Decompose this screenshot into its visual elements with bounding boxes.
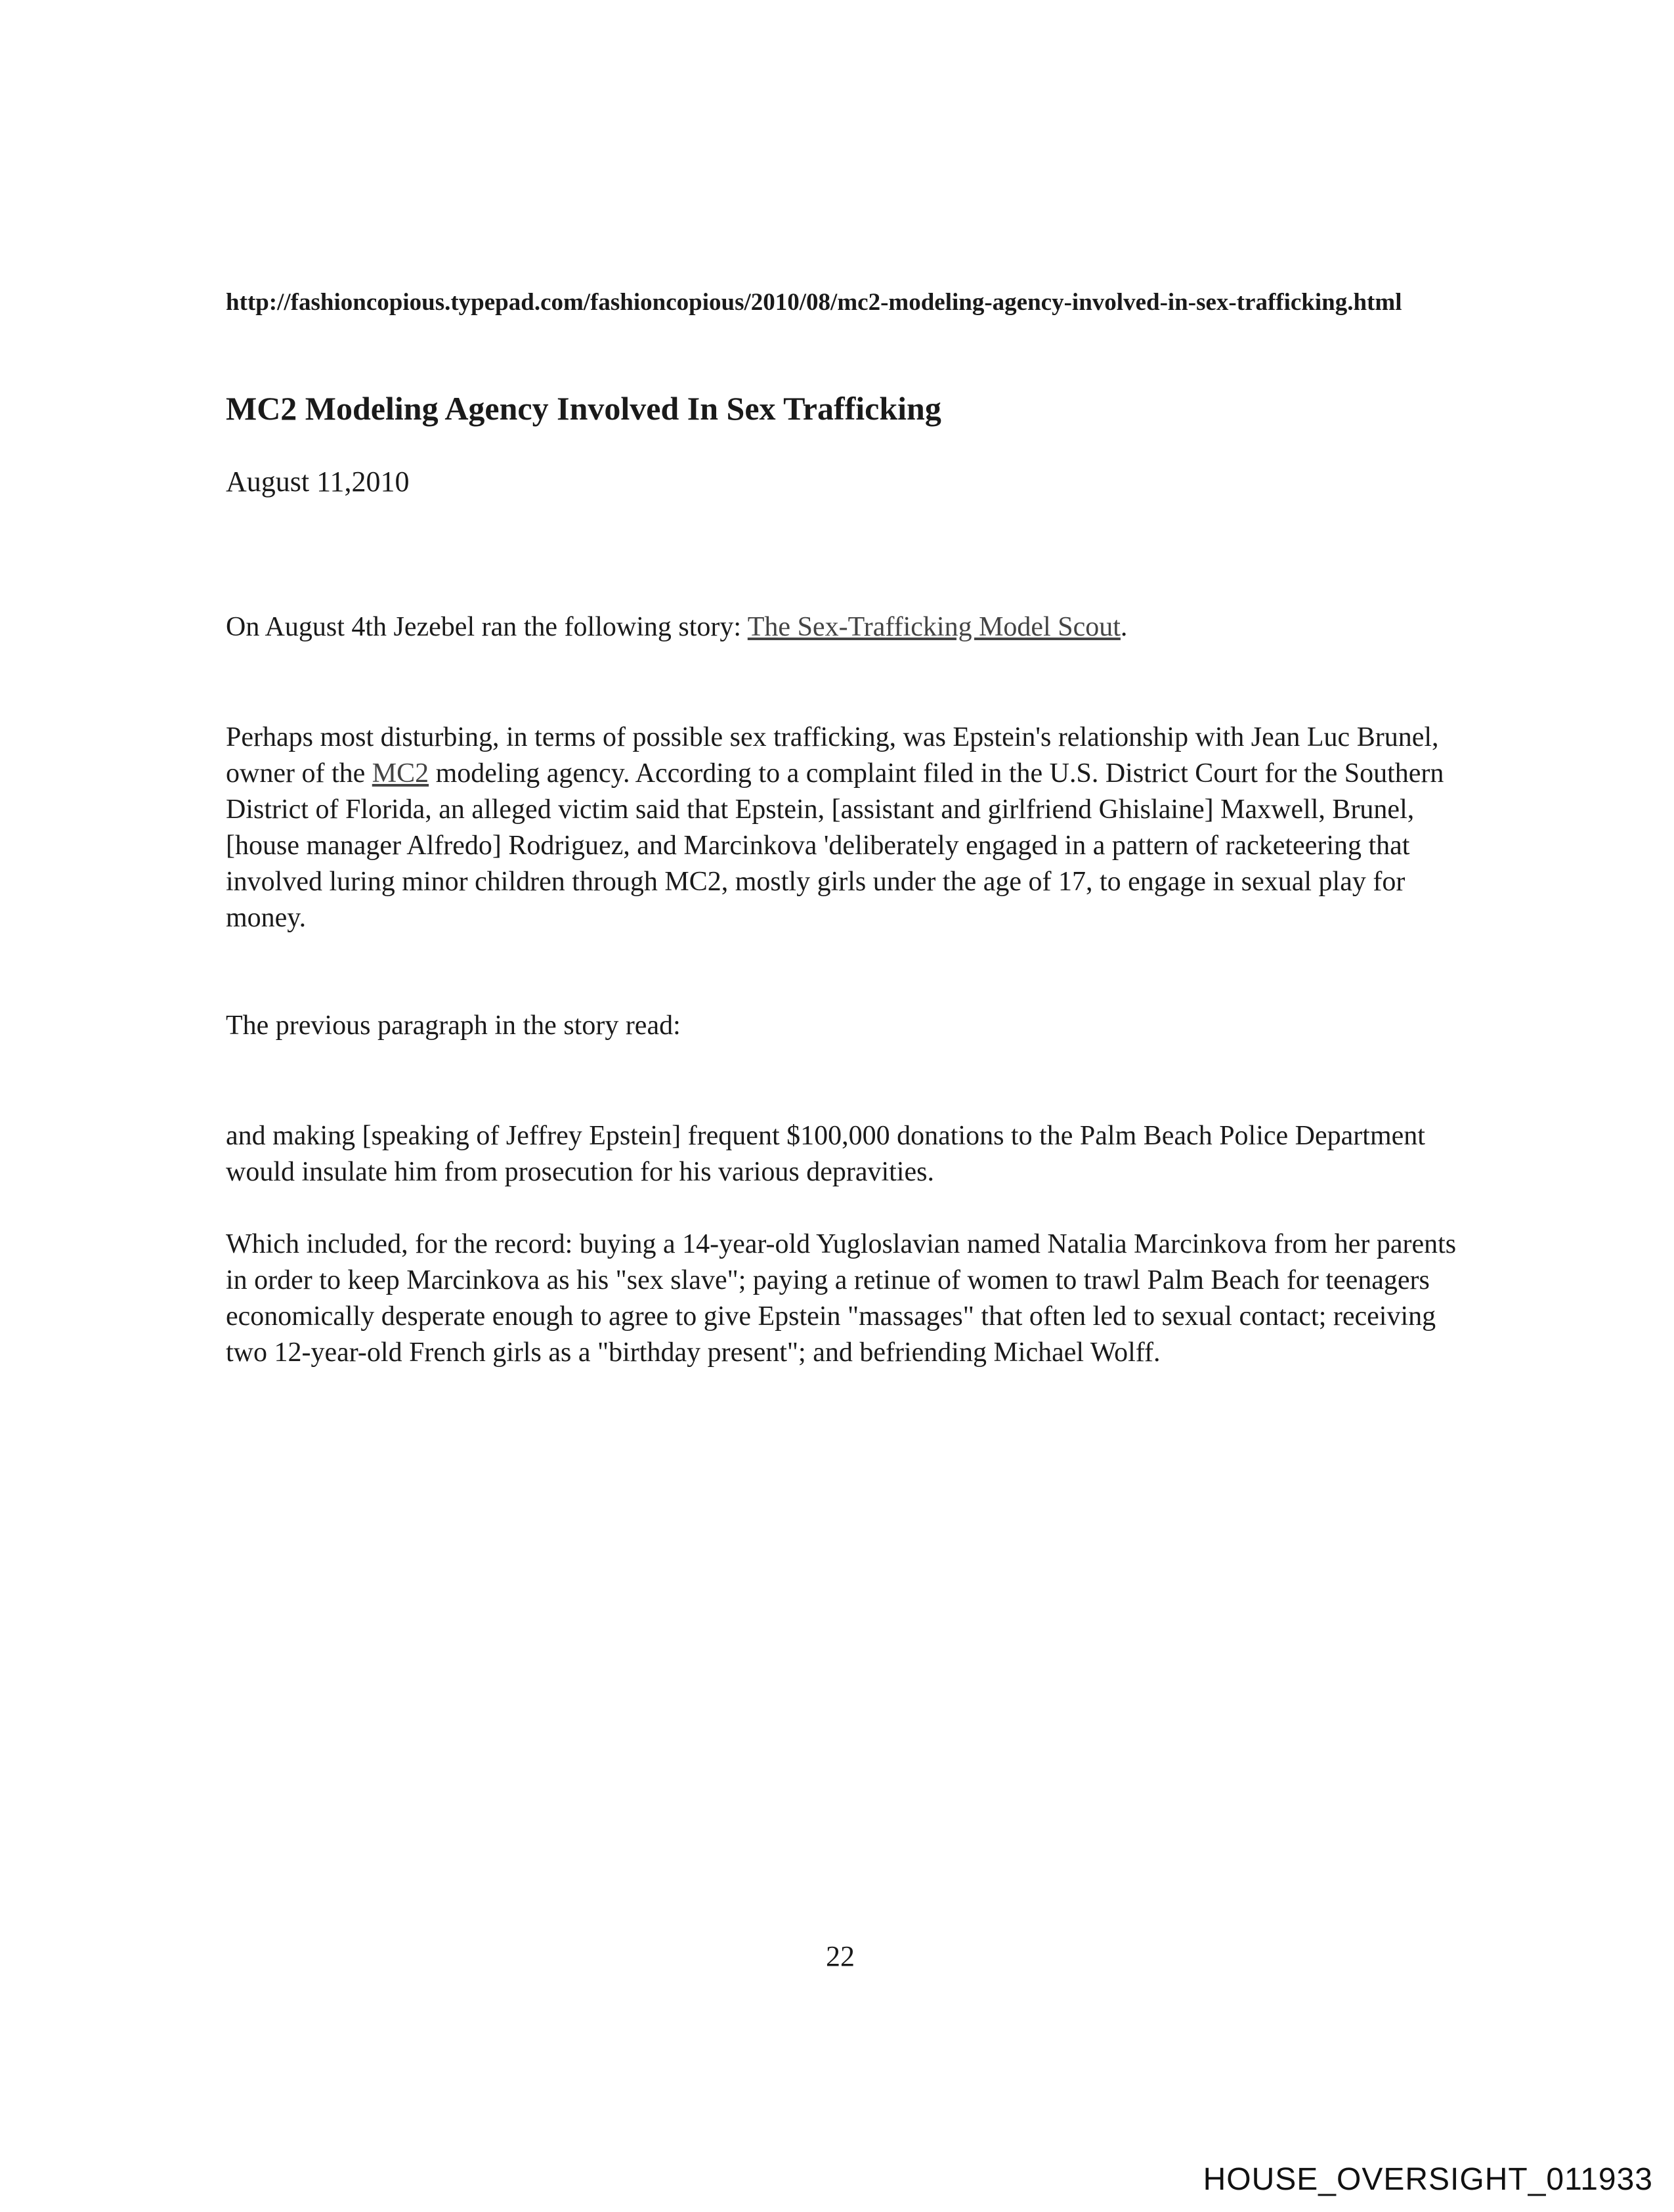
paragraph-3: and making [speaking of Jeffrey Epstein] frequent $100,000 donations to the Palm Beach Police Department would insulate him from prosecution for his various depravities.: [226, 1121, 1425, 1187]
intro-text: On August 4th Jezebel ran the following story:: [226, 612, 748, 642]
paragraph1-text-end: modeling agency. According to a complaint filed in the U.S. District Court for the Southern District of Florida, an alleged victim said that Epstein, [assistant and girlfriend Ghislaine] Maxwell, Brunel, [house manager Alfredo] Rodriguez, and Marcinkova 'deliberately engaged in a pattern of racketeering that involved luring minor children through MC2, mostly girls under the age of 17, to engage in sexual play for money.: [226, 758, 1444, 933]
bates-stamp: HOUSE_OVERSIGHT_011933: [1203, 2162, 1653, 2197]
page-number: 22: [826, 1940, 855, 1972]
mc2-link[interactable]: MC2: [372, 758, 429, 789]
article-date: August 11,2010: [226, 466, 410, 498]
article-title: MC2 Modeling Agency Involved In Sex Trafficking: [226, 390, 941, 427]
intro-text-end: .: [1120, 612, 1128, 642]
paragraph-4: Which included, for the record: buying a 14-year-old Yugloslavian named Natalia Marcinkova from her parents in order to keep Marcinkova as his "sex slave"; paying a retinue of women to trawl Palm Beach for teenagers economically desperate enough to agree to give Epstein "massages" that often led to sexual contact; receiving two 12-year-old French girls as a "birthday present"; and befriending Michael Wolff.: [226, 1229, 1457, 1368]
jezebel-story-link[interactable]: The Sex-Trafficking Model Scout: [747, 612, 1121, 642]
paragraph1-text-start: Perhaps most disturbing, in terms of possible sex trafficking, was Epstein's relationship with Jean Luc Brunel, owner of the: [226, 722, 1439, 789]
intro-paragraph: [226, 609, 1467, 645]
source-url: http://fashioncopious.typepad.com/fashioncopious/2010/08/mc2-modeling-agency-involved-in-sex-trafficking.html: [226, 289, 1402, 316]
paragraph-2: The previous paragraph in the story read:: [226, 1010, 681, 1041]
quote-paragraph-1: [226, 720, 1467, 936]
